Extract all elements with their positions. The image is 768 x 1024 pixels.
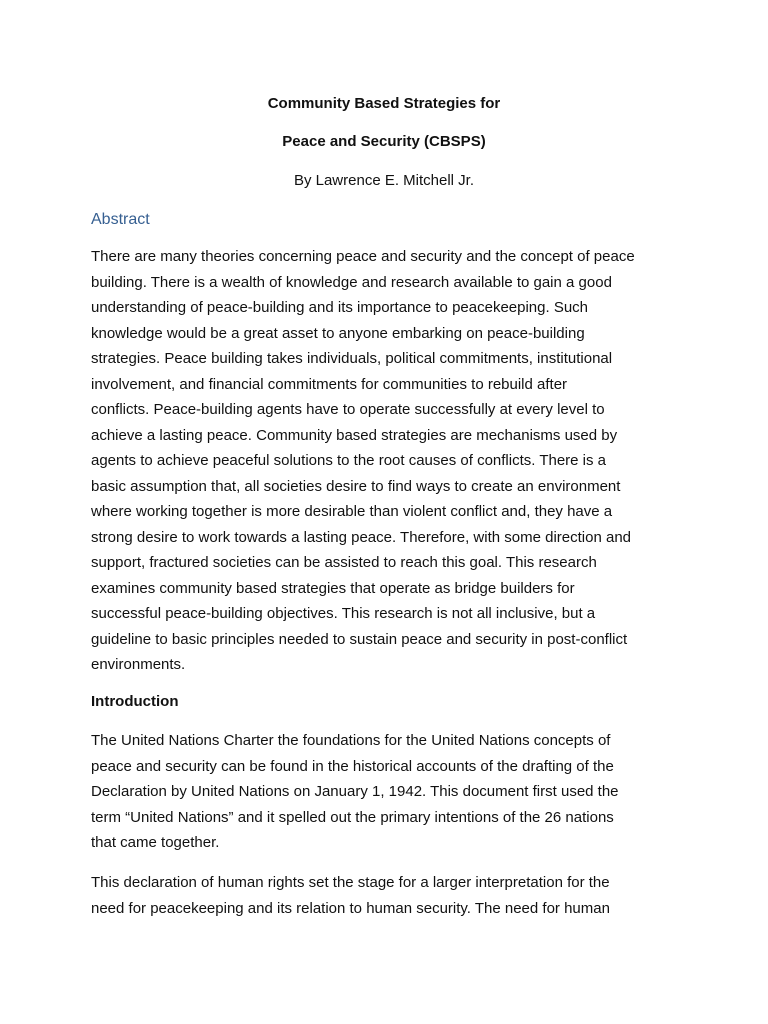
introduction-paragraph-2 <box>91 870 691 921</box>
abstract-line: understanding of peace-building and its importance to peacekeeping. Such <box>91 299 589 316</box>
introduction-heading: Introduction <box>91 693 179 710</box>
intro-line: The United Nations Charter the foundations for the United Nations concepts of <box>91 732 611 749</box>
intro-line: that came together. <box>91 834 220 851</box>
abstract-line: strategies. Peace building takes individuals, political commitments, institutional <box>91 350 613 367</box>
intro-line: need for peacekeeping and its relation to human security. The need for human <box>91 899 610 917</box>
title-line-2: Peace and Security (CBSPS) <box>282 133 486 150</box>
intro-line: This declaration of human rights set the stage for a larger interpretation for the <box>91 874 610 891</box>
abstract-line: strong desire to work towards a lasting peace. Therefore, with some direction and <box>91 528 631 546</box>
introduction-paragraph-1 <box>91 728 691 856</box>
intro-line: peace and security can be found in the historical accounts of the drafting of the <box>91 757 614 775</box>
abstract-line: where working together is more desirable than violent conflict and, they have a <box>91 503 613 520</box>
abstract-line: agents to achieve peaceful solutions to the root causes of conflicts. There is a <box>91 452 607 469</box>
intro-line: Declaration by United Nations on January 1, 1942. This document first used the <box>91 783 619 800</box>
abstract-line: building. There is a wealth of knowledge and research available to gain a good <box>91 273 612 291</box>
intro-line: term “United Nations” and it spelled out the primary intentions of the 26 nations <box>91 808 614 826</box>
abstract-line: There are many theories concerning peace and security and the concept of peace <box>91 248 635 265</box>
abstract-paragraph <box>91 244 691 678</box>
abstract-line: examines community based strategies that operate as bridge builders for <box>91 579 575 597</box>
abstract-line: conflicts. Peace-building agents have to operate successfully at every level to <box>91 401 605 418</box>
abstract-line: knowledge would be a great asset to anyone embarking on peace-building <box>91 324 585 342</box>
abstract-line: environments. <box>91 656 186 673</box>
abstract-line: involvement, and financial commitments for communities to rebuild after <box>91 375 568 393</box>
abstract-line: guideline to basic principles needed to sustain peace and security in post-conflict <box>91 630 628 648</box>
author-line: By Lawrence E. Mitchell Jr. <box>293 172 475 189</box>
abstract-heading: Abstract <box>91 211 150 228</box>
title-line-1: Community Based Strategies for <box>267 95 501 112</box>
abstract-line: basic assumption that, all societies desire to find ways to create an environment <box>91 477 621 495</box>
abstract-line: successful peace-building objectives. This research is not all inclusive, but a <box>91 605 596 622</box>
abstract-line: support, fractured societies can be assisted to reach this goal. This research <box>91 554 597 571</box>
abstract-line: achieve a lasting peace. Community based strategies are mechanisms used by <box>91 426 618 444</box>
